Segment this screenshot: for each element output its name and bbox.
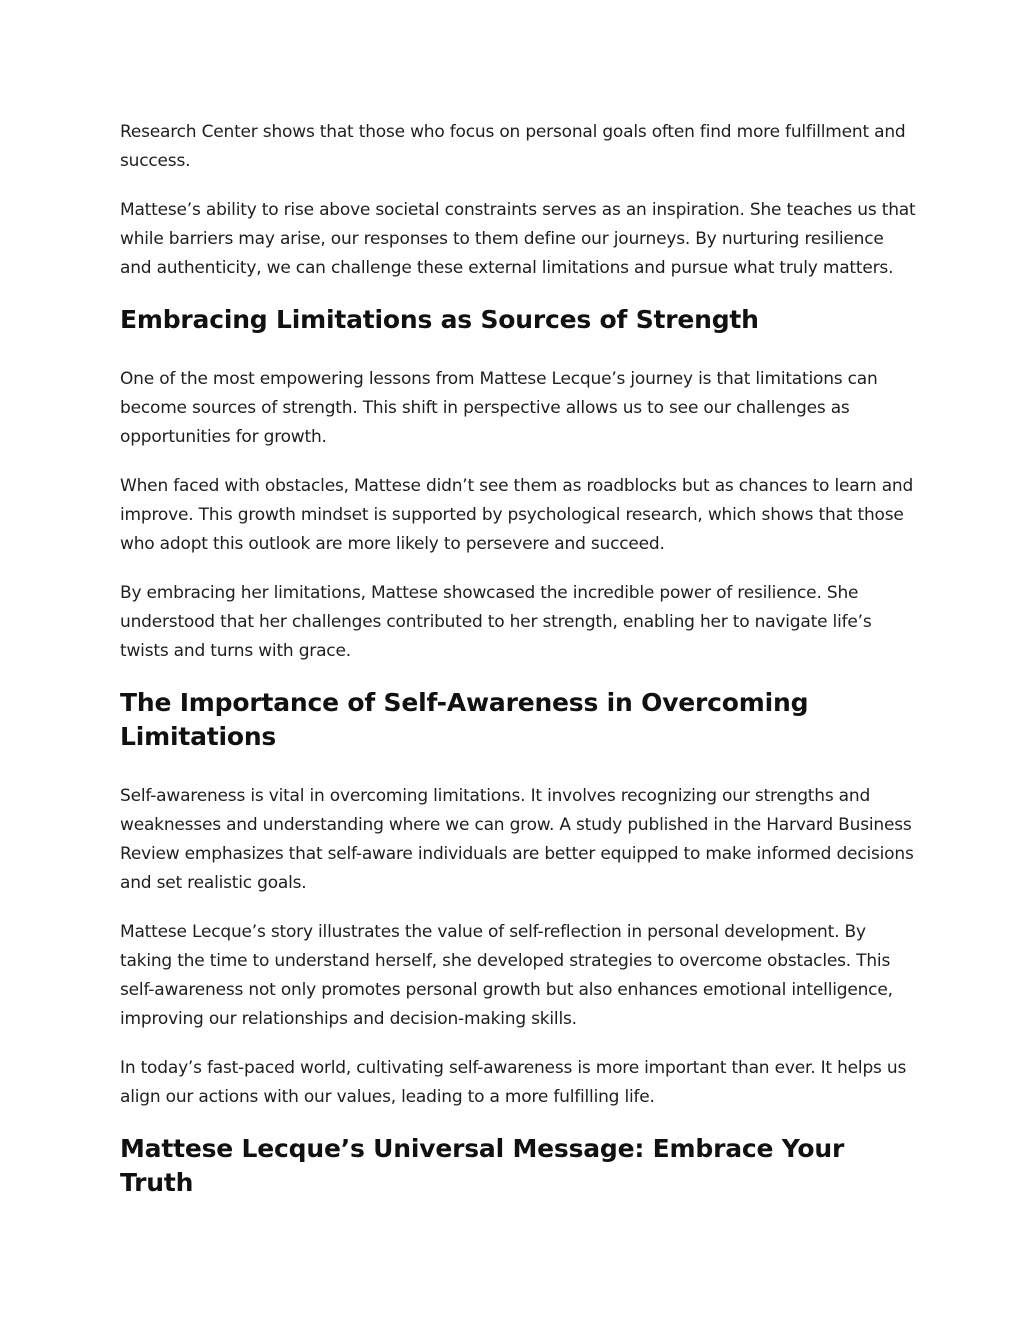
section-universal-message xyxy=(120,1132,920,1200)
section-heading: The Importance of Self-Awareness in Overcoming Limitations xyxy=(120,688,809,751)
section-heading: Embracing Limitations as Sources of Strength xyxy=(120,305,759,334)
intro-paragraph-2: Mattese’s ability to rise above societal constraints serves as an inspiration. She teaches us that while barriers may arise, our responses to them define our journeys. By nurturing resilience and authenticity, we can challenge these external limitations and pursue what truly matters. xyxy=(120,200,916,278)
section-heading: Mattese Lecque’s Universal Message: Embrace Your Truth xyxy=(120,1134,845,1197)
document-page xyxy=(120,118,920,1200)
section-embracing-limitations xyxy=(120,303,920,666)
section-paragraph: By embracing her limitations, Mattese showcased the incredible power of resilience. She understood that her challenges contributed to her strength, enabling her to navigate life’s twists and turns with grace. xyxy=(120,583,872,661)
intro-paragraph-1: Research Center shows that those who focus on personal goals often find more fulfillment and success. xyxy=(120,122,906,171)
section-paragraph: One of the most empowering lessons from Mattese Lecque’s journey is that limitations can become sources of strength. This shift in perspective allows us to see our challenges as opportunities for growth. xyxy=(120,369,878,447)
section-paragraph: In today’s fast-paced world, cultivating self-awareness is more important than ever. It helps us align our actions with our values, leading to a more fulfilling life. xyxy=(120,1058,907,1107)
section-self-awareness xyxy=(120,686,920,1112)
section-paragraph: Mattese Lecque’s story illustrates the value of self-reflection in personal development. By taking the time to understand herself, she developed strategies to overcome obstacles. This self-awareness not only promotes personal growth but also enhances emotional intelligence, improving our relationships and decision-making skills. xyxy=(120,922,893,1029)
section-paragraph: Self-awareness is vital in overcoming limitations. It involves recognizing our strengths and weaknesses and understanding where we can grow. A study published in the Harvard Business Review emphasizes that self-aware individuals are better equipped to make informed decisions and set realistic goals. xyxy=(120,786,914,893)
section-paragraph: When faced with obstacles, Mattese didn’t see them as roadblocks but as chances to learn and improve. This growth mindset is supported by psychological research, which shows that those who adopt this outlook are more likely to persevere and succeed. xyxy=(120,476,914,554)
